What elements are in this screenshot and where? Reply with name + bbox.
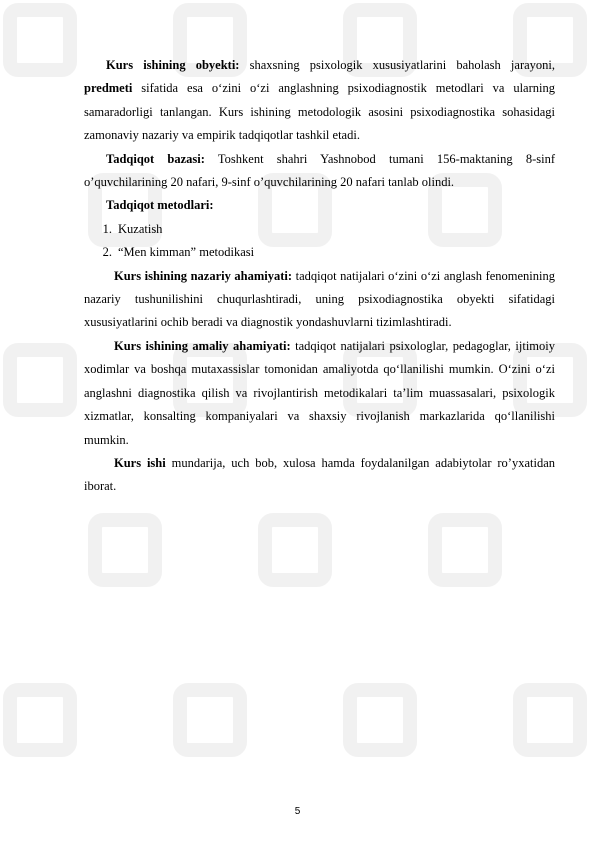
paragraph-theoretical-significance [84,265,555,335]
practice-text: tadqiqot natijalari psixologlar, pedagoglar, ijtimoiy xodimlar va boshqa mutaxassislar tomonidan amaliyotda qo‘llanilishi mumkin. O‘zini o‘zi anglashni diagnostika qilish va rivojlantirish metodikalari ta’lim muassasalari, psixologik xizmatlar, konsalting kompaniyalari va shaxsiy rivojlanish markazlarida qo‘llanilishi mumkin. [84,338,555,447]
methods-heading: Tadqiqot metodlari: [106,198,214,213]
object-text-2: sifatida esa o‘zini o‘zi anglashning psixodiagnostik metodlari va ularning samaradorligi tanlangan. Kurs ishining metodologik asosini psixodiagnostika sohasidagi zamonaviy nazariy va empirik tadqiqotlar tashkil etadi. [84,81,555,143]
theory-text: tadqiqot natijalari o‘zini o‘zi anglash fenomenining nazariy tushunilishini chuqurlashtiradi, uning psixodiagnostika obyekti sifatidagi xususiyatlarini ochib beradi va diagnostik yondashuvlarni tizimlashtiradi. [84,268,555,330]
list-item [84,241,555,264]
list-item-number: 2. [102,245,112,260]
theory-label: Kurs ishining nazariy ahamiyati: [114,268,293,283]
list-item-text: “Men kimman” metodikasi [118,245,255,260]
structure-text: mundarija, uch bob, xulosa hamda foydalanilgan adabiytolar ro’yxatidan iborat. [84,455,555,494]
paragraph-object [84,54,555,148]
paragraph-research-base [84,148,555,195]
structure-label: Kurs ishi [114,455,166,470]
list-item-number: 1. [102,221,112,236]
page-number: 5 [294,806,301,817]
list-item-text: Kuzatish [118,221,163,236]
research-base-text: Toshkent shahri Yashnobod tumani 156-maktaning 8-sinf o’quvchilarining 20 nafari, 9-sinf o’quvchilarining 20 nafari tanlab olindi. [84,151,555,190]
practice-label: Kurs ishining amaliy ahamiyati: [114,338,291,353]
document-body [84,54,555,499]
subject-label: predmeti [84,81,133,96]
paragraph-practical-significance [84,335,555,452]
paragraph-structure [84,452,555,499]
methods-list [84,218,555,265]
research-base-label: Tadqiqot bazasi: [106,151,205,166]
object-text-1: shaxsning psixologik xususiyatlarini baholash jarayoni, [239,58,555,72]
object-label: Kurs ishining obyekti: [106,58,240,72]
list-item [84,218,555,241]
